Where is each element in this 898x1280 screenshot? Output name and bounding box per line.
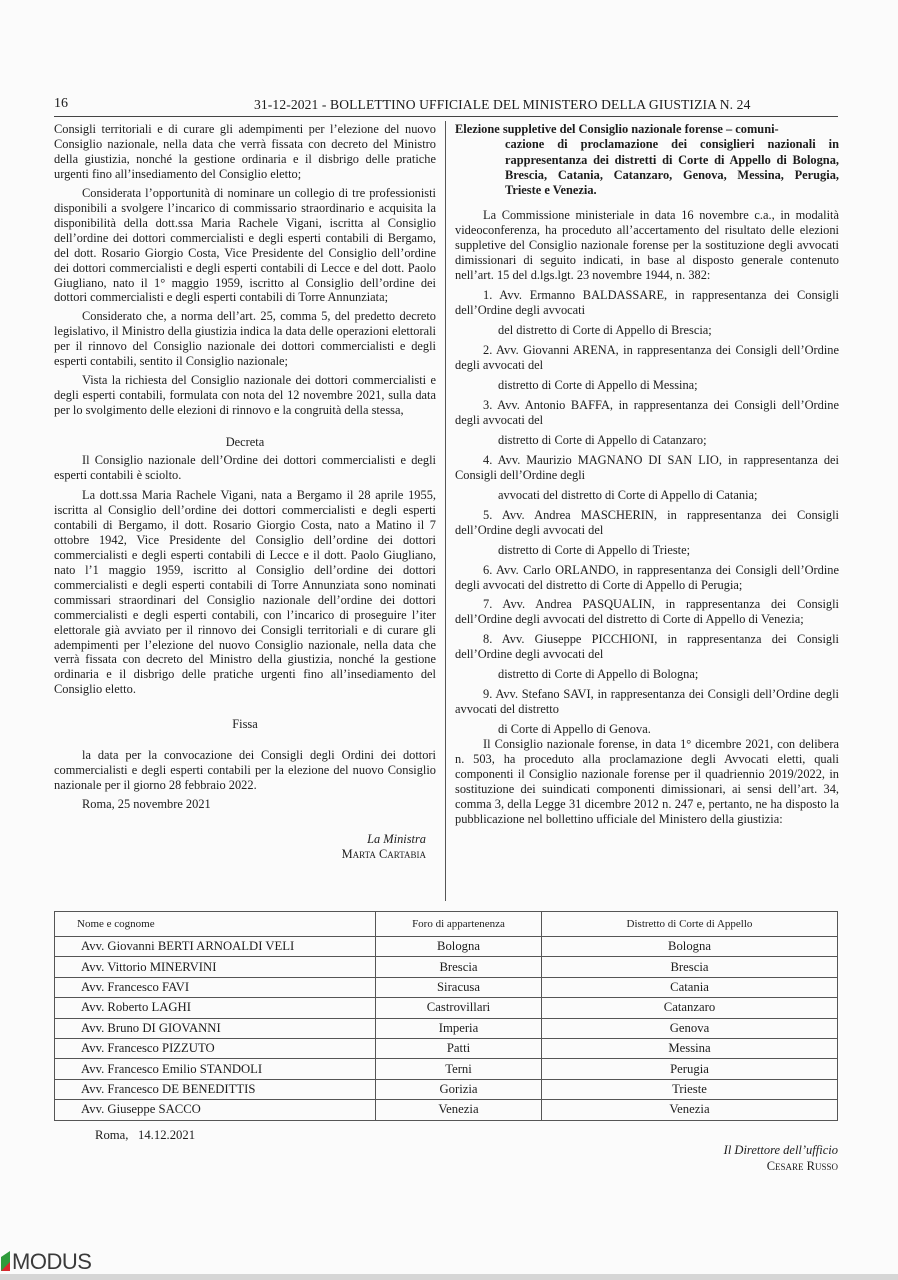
column-header: Distretto di Corte di Appello xyxy=(542,912,838,937)
list-item-continuation: distretto di Corte di Appello di Trieste; xyxy=(498,542,691,557)
cell-distretto: Trieste xyxy=(542,1079,838,1099)
column-divider xyxy=(445,121,446,901)
list-item-continuation: distretto di Corte di Appello di Catanzaro; xyxy=(498,432,707,447)
signature-role: Il Direttore dell’ufficio xyxy=(723,1143,838,1157)
list-item: 9. Avv. Stefano SAVI, in rappresentanza dei Consigli dell’Ordine degli avvocati del distretto xyxy=(455,687,839,717)
cell-distretto: Bologna xyxy=(542,937,838,957)
signature-name: Cesare Russo xyxy=(766,1159,838,1173)
column-header: Nome e cognome xyxy=(55,912,376,937)
cell-distretto: Brescia xyxy=(542,957,838,977)
list-item: 5. Avv. Andrea MASCHERIN, in rappresentanza dei Consigli dell’Ordine degli avvocati del xyxy=(455,507,839,537)
cell-foro: Patti xyxy=(376,1038,542,1058)
running-title: 31-12-2021 - BOLLETTINO UFFICIALE DEL MINISTERO DELLA GIUSTIZIA N. 24 xyxy=(254,97,751,112)
cell-name: Avv. Giovanni BERTI ARNOALDI VELI xyxy=(55,937,376,957)
paragraph: Consigli territoriali e di curare gli adempimenti per l’elezione del nuovo Consiglio nazionale, nella data che verrà fissata con decreto del Ministro della giustizia, nonché la gestione ordinaria e il disbrigo delle pratiche urgenti fino all’insediamento del Consiglio eletto; xyxy=(54,122,436,181)
list-item: 7. Avv. Andrea PASQUALIN, in rappresentanza dei Consigli dell’Ordine degli avvocati del distretto di Corte di Appello di Venezia; xyxy=(455,597,839,627)
article-title-rest: cazione di proclamazione dei consiglieri nazionali in rappresentanza dei distretti di Corte di Appello di Bologna, Brescia, Catania, Catanzaro, Genova, Messina, Perugia, Trieste e Venezia. xyxy=(505,137,839,198)
cell-distretto: Catanzaro xyxy=(542,998,838,1018)
column-header: Foro di appartenenza xyxy=(376,912,542,937)
left-column xyxy=(54,122,436,862)
list-item-continuation: di Corte di Appello di Genova. xyxy=(498,722,651,737)
table-date: Roma, 14.12.2021 xyxy=(95,1128,196,1142)
logo-text: MODUS xyxy=(12,1249,92,1274)
closing-paragraph: Il Consiglio nazionale forense, in data 1° dicembre 2021, con delibera n. 503, ha proceduto alla proclamazione degli Avvocati eletti, quali componenti il Consiglio nazionale forense per il quadriennio 2019/2022, in sostituzione dei suindicati componenti dimissionari, ai sensi dell’art. 34, comma 3, della Legge 31 dicembre 2012 n. 247 e, pertanto, ne ha disposto la pubblicazione nel bollettino ufficiale del Ministero della giustizia: xyxy=(455,737,839,826)
table-row xyxy=(55,1079,838,1099)
paragraph: Considerata l’opportunità di nominare un collegio di tre professionisti disponibili a svolgere l’incarico di commissario straordinario e acquisita la disponibilità della dott.ssa Maria Rachele Vigani, iscritta al Consiglio dell’ordine dei dottori commercialisti e degli esperti contabili di Bergamo, del dott. Rosario Giorgio Costa, Vice Presidente del Consiglio dell’ordine dei dottori commercialisti e degli esperti contabili di Lecce e del dott. Paolo Giugliano, nato il 1° maggio 1959, iscritto al Consiglio dell’ordine dei dottori commercialisti e degli esperti contabili di Torre Annunziata; xyxy=(54,185,436,305)
cell-name: Avv. Roberto LAGHI xyxy=(55,998,376,1018)
cell-foro: Siracusa xyxy=(376,977,542,997)
table-header-row xyxy=(55,912,838,937)
cell-foro: Gorizia xyxy=(376,1079,542,1099)
cell-distretto: Catania xyxy=(542,977,838,997)
cell-name: Avv. Francesco FAVI xyxy=(55,977,376,997)
list-item: 4. Avv. Maurizio MAGNANO DI SAN LIO, in rappresentanza dei Consigli dell’Ordine degli xyxy=(455,452,839,482)
signature-role: La Ministra xyxy=(367,832,426,847)
section-heading-fissa: Fissa xyxy=(232,717,258,732)
table-row xyxy=(55,1059,838,1079)
cell-distretto: Perugia xyxy=(542,1059,838,1079)
list-item-continuation: distretto di Corte di Appello di Messina; xyxy=(498,378,698,393)
list-item-continuation: avvocati del distretto di Corte di Appello di Catania; xyxy=(498,487,758,502)
table-row xyxy=(55,957,838,977)
cell-distretto: Venezia xyxy=(542,1100,838,1120)
table-row xyxy=(55,1100,838,1120)
list-item: 2. Avv. Giovanni ARENA, in rappresentanza dei Consigli dell’Ordine degli avvocati del xyxy=(455,343,839,373)
signature-name: Marta Cartabia xyxy=(341,847,426,862)
list-item-continuation: distretto di Corte di Appello di Bologna; xyxy=(498,667,699,682)
elected-list xyxy=(455,288,839,737)
intro-paragraph: La Commissione ministeriale in data 16 novembre c.a., in modalità videoconferenza, ha proceduto all’accertamento del risultato delle elezioni suppletive del Consiglio nazionale forense per la sostituzione degli avvocati dimissionari di seguito indicati, in base al disposto generale contenuto nell’art. 15 del d.lgs.lgt. 23 novembre 1944, n. 382: xyxy=(455,208,839,283)
paragraph: Considerato che, a norma dell’art. 25, comma 5, del predetto decreto legislativo, il Ministro della giustizia indica la data delle operazioni elettorali per il rinnovo del Consiglio nazionale dei dottori commercialisti e degli esperti contabili, sentito il Consiglio nazionale; xyxy=(54,309,436,369)
list-item-continuation: del distretto di Corte di Appello di Brescia; xyxy=(498,323,712,338)
list-item: 1. Avv. Ermanno BALDASSARE, in rappresentanza dei Consigli dell’Ordine degli avvocati xyxy=(455,288,839,318)
list-item: 3. Avv. Antonio BAFFA, in rappresentanza dei Consigli dell’Ordine degli avvocati del xyxy=(455,397,839,427)
article-title xyxy=(455,122,839,198)
list-item: 8. Avv. Giuseppe PICCHIONI, in rappresentanza dei Consigli dell’Ordine degli avvocati del xyxy=(455,632,839,662)
cell-foro: Terni xyxy=(376,1059,542,1079)
cell-name: Avv. Francesco Emilio STANDOLI xyxy=(55,1059,376,1079)
paragraph: La dott.ssa Maria Rachele Vigani, nata a Bergamo il 28 aprile 1955, iscritta al Consiglio dell’ordine dei dottori commercialisti e degli esperti contabili di Bergamo, il dott. Rosario Giorgio Costa, nato a Matino il 7 ottobre 1942, Vice Presidente del Consiglio dell’ordine dei dottori commercialisti e degli esperti contabili di Lecce e il dott. Paolo Giugliano, nato l’1 maggio 1959, iscritto al Consiglio dell’ordine dei dottori commercialisti e degli esperti contabili di Torre Annunziata sono nominati commissari straordinari del Consiglio nazionale dell’ordine dei dottori commercialisti e degli esperti contabili, con l’incarico di proseguire l’iter elettorale già avviato per il rinnovo dei Consigli territoriali e di curare gli adempimenti per l’elezione del nuovo Consiglio nazionale, nella data che verrà fissata con decreto del Ministro della giustizia, nonché la gestione ordinaria e il disbrigo delle pratiche urgenti fino all’insediamento del Consiglio eletto. xyxy=(54,487,436,697)
cell-foro: Imperia xyxy=(376,1018,542,1038)
cell-name: Avv. Bruno DI GIOVANNI xyxy=(55,1018,376,1038)
cell-name: Avv. Giuseppe SACCO xyxy=(55,1100,376,1120)
cell-distretto: Messina xyxy=(542,1038,838,1058)
cell-foro: Venezia xyxy=(376,1100,542,1120)
table-row xyxy=(55,1018,838,1038)
table-row xyxy=(55,1038,838,1058)
cell-name: Avv. Vittorio MINERVINI xyxy=(55,957,376,977)
list-item: 6. Avv. Carlo ORLANDO, in rappresentanza dei Consigli dell’Ordine degli avvocati del distretto di Corte di Appello di Perugia; xyxy=(455,562,839,592)
paragraph: Vista la richiesta del Consiglio nazionale dei dottori commercialisti e degli esperti contabili, formulata con nota del 12 novembre 2021, sulla data per lo svolgimento delle elezioni di rinnovo e la congruità della stessa, xyxy=(54,373,436,418)
section-heading-decreta: Decreta xyxy=(225,435,265,450)
place-date: Roma, 25 novembre 2021 xyxy=(82,797,211,812)
running-header xyxy=(54,96,838,114)
cell-foro: Bologna xyxy=(376,937,542,957)
table-row xyxy=(55,977,838,997)
article-title-line1: Elezione suppletive del Consiglio nazionale forense – comuni- xyxy=(455,122,779,136)
cell-name: Avv. Francesco DE BENEDITTIS xyxy=(55,1079,376,1099)
cell-name: Avv. Francesco PIZZUTO xyxy=(55,1038,376,1058)
table-row xyxy=(55,937,838,957)
header-rule xyxy=(54,116,838,117)
table-row xyxy=(55,998,838,1018)
cell-foro: Castrovillari xyxy=(376,998,542,1018)
cell-foro: Brescia xyxy=(376,957,542,977)
paragraph: Il Consiglio nazionale dell’Ordine dei dottori commercialisti e degli esperti contabili è sciolto. xyxy=(54,453,436,483)
elected-table xyxy=(54,911,838,1121)
director-signature xyxy=(560,1142,838,1174)
page-number: 16 xyxy=(54,96,68,111)
cell-distretto: Genova xyxy=(542,1018,838,1038)
bottom-bar xyxy=(0,1274,898,1280)
paragraph: la data per la convocazione dei Consigli degli Ordini dei dottori commercialisti e degli esperti contabili per la elezione del nuovo Consiglio nazionale per il giorno 28 febbraio 2022. xyxy=(54,748,436,793)
right-column xyxy=(455,122,839,827)
